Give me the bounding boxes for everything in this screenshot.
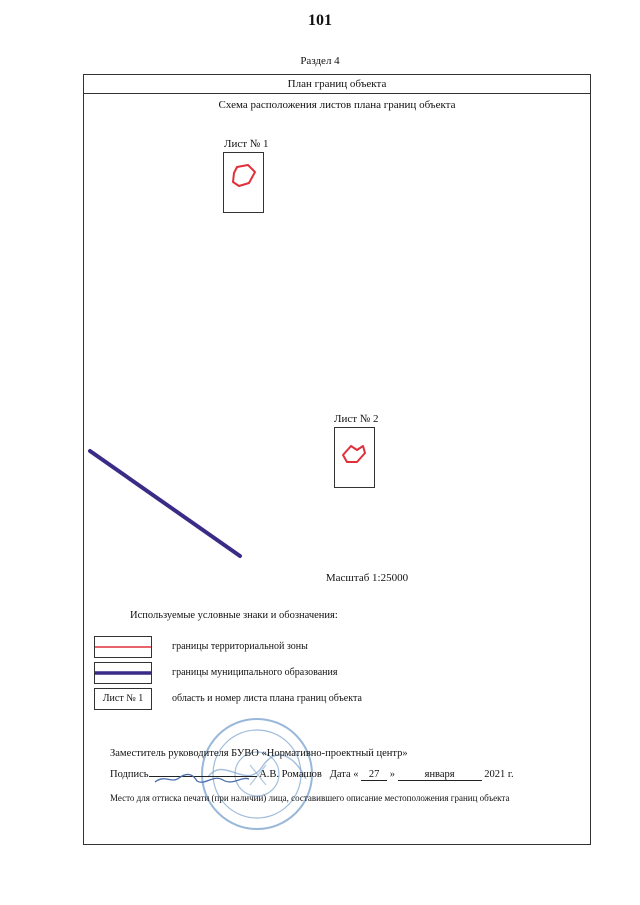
legend-sample-zone	[94, 636, 152, 658]
date-quote-close: »	[389, 769, 395, 780]
section-title: Раздел 4	[300, 55, 340, 67]
legend-title: Используемые условные знаки и обозначения:	[130, 610, 338, 621]
legend-text-municipal: границы муниципального образования	[172, 667, 338, 678]
page-number: 101	[308, 12, 332, 29]
signature-field	[149, 776, 257, 777]
scheme-title: Схема расположения листов плана границ объекта	[218, 99, 456, 111]
plan-title: План границ объекта	[84, 75, 590, 94]
legend-sample-sheet: Лист № 1	[94, 688, 152, 710]
legend-text-zone: границы территориальной зоны	[172, 641, 308, 652]
handwritten-signature	[149, 772, 257, 786]
sheet-1-box	[223, 152, 264, 213]
legend-sample-municipal	[94, 662, 152, 684]
stamp-note: Место для оттиска печати (при наличии) лица, составившего описание местоположения границ объекта	[110, 793, 510, 803]
date-label: Дата «	[329, 769, 359, 780]
plan-frame	[83, 74, 591, 845]
date-year: 2021 г.	[484, 769, 514, 780]
legend-text-sheet: область и номер листа плана границ объекта	[172, 693, 362, 704]
signer-position: Заместитель руководителя БУВО «Нормативно-проектный центр»	[110, 748, 408, 759]
signer-name: А.В. Ромашов	[259, 769, 322, 780]
sheet-2-zone-outline	[335, 428, 374, 487]
sheet-2-label: Лист № 2	[334, 413, 379, 425]
date-month: января	[398, 769, 482, 781]
municipal-boundary-line	[84, 440, 254, 565]
scale-label: Масштаб 1:25000	[325, 572, 409, 584]
signature-label: Подпись	[110, 769, 149, 780]
sheet-1-zone-outline	[224, 153, 263, 212]
sheet-2-box	[334, 427, 375, 488]
date-day: 27	[361, 769, 387, 781]
sheet-1-label: Лист № 1	[224, 138, 269, 150]
signature-row	[110, 769, 514, 781]
